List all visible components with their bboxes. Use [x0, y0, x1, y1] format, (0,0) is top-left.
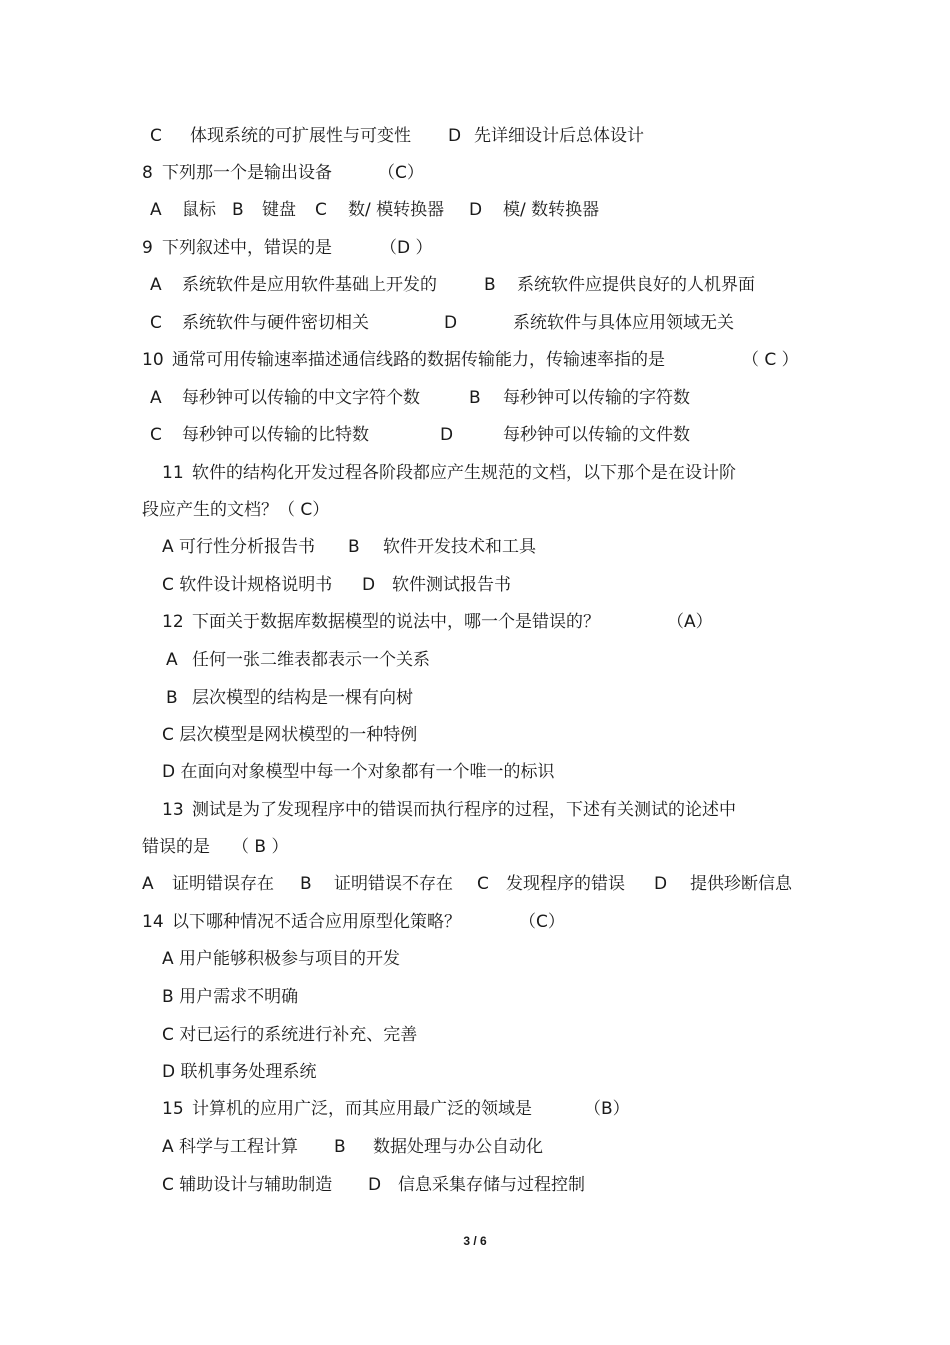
- page-number: 3 / 6: [463, 1234, 487, 1248]
- text-segment: C 层次模型是网状模型的一种特例: [162, 725, 418, 745]
- text-segment: C: [315, 200, 327, 220]
- text-segment: 下列那一个是输出设备: [162, 163, 332, 183]
- text-segment: C: [477, 874, 489, 894]
- text-segment: 发现程序的错误: [506, 874, 625, 894]
- text-segment: 系统软件与具体应用领域无关: [513, 313, 734, 333]
- text-segment: C 软件设计规格说明书: [162, 575, 333, 595]
- text-segment: D 在面向对象模型中每一个对象都有一个唯一的标识: [162, 762, 555, 782]
- text-segment: 键盘: [262, 200, 296, 220]
- text-segment: 13: [162, 800, 184, 820]
- text-segment: 错误的是: [142, 837, 210, 857]
- text-segment: A: [150, 275, 162, 295]
- text-segment: 鼠标: [182, 200, 216, 220]
- text-segment: A 可行性分析报告书: [162, 537, 316, 557]
- text-segment: D: [654, 874, 668, 894]
- text-segment: D: [448, 126, 462, 146]
- text-segment: B 用户需求不明确: [162, 987, 299, 1007]
- text-segment: 系统软件是应用软件基础上开发的: [182, 275, 437, 295]
- text-segment: 14: [142, 912, 164, 932]
- text-segment: 提供珍断信息: [690, 874, 792, 894]
- text-segment: 计算机的应用广泛，而其应用最广泛的领域是: [192, 1099, 532, 1119]
- text-segment: A: [150, 200, 162, 220]
- text-segment: C: [150, 425, 162, 445]
- text-segment: 体现系统的可扩展性与可变性: [190, 126, 411, 146]
- text-segment: 层次模型的结构是一棵有向树: [192, 688, 413, 708]
- text-segment: （D ）: [380, 238, 433, 258]
- text-segment: 信息采集存储与过程控制: [398, 1175, 585, 1195]
- text-segment: D: [444, 313, 458, 333]
- text-segment: C 对已运行的系统进行补充、完善: [162, 1025, 418, 1045]
- text-segment: B: [300, 874, 312, 894]
- text-segment: A: [150, 388, 162, 408]
- text-segment: （ C ）: [742, 350, 799, 370]
- text-segment: B: [469, 388, 481, 408]
- text-segment: D: [362, 575, 376, 595]
- text-segment: B: [334, 1137, 346, 1157]
- text-segment: 11: [162, 463, 184, 483]
- text-segment: A: [166, 650, 178, 670]
- text-segment: D: [440, 425, 454, 445]
- text-segment: 每秒钟可以传输的比特数: [182, 425, 369, 445]
- text-segment: 每秒钟可以传输的中文字符个数: [182, 388, 420, 408]
- text-segment: 段应产生的文档？（ C）: [142, 500, 330, 520]
- text-segment: 每秒钟可以传输的字符数: [503, 388, 690, 408]
- text-segment: A 用户能够积极参与项目的开发: [162, 949, 401, 969]
- text-segment: A: [142, 874, 154, 894]
- text-segment: 证明错误存在: [172, 874, 274, 894]
- text-segment: B: [232, 200, 244, 220]
- text-segment: （B）: [584, 1099, 630, 1119]
- text-segment: 测试是为了发现程序中的错误而执行程序的过程，下述有关测试的论述中: [192, 800, 736, 820]
- text-segment: 软件开发技术和工具: [383, 537, 536, 557]
- text-segment: 下面关于数据库数据模型的说法中，哪一个是错误的？: [192, 612, 600, 632]
- text-segment: 模/ 数转换器: [503, 200, 600, 220]
- text-segment: 证明错误不存在: [334, 874, 453, 894]
- text-segment: C: [150, 126, 162, 146]
- text-segment: B: [348, 537, 360, 557]
- text-segment: （C）: [519, 912, 565, 932]
- text-segment: 通常可用传输速率描述通信线路的数据传输能力，传输速率指的是: [172, 350, 665, 370]
- text-segment: 系统软件应提供良好的人机界面: [517, 275, 755, 295]
- text-segment: 任何一张二维表都表示一个关系: [192, 650, 430, 670]
- text-segment: 系统软件与硬件密切相关: [182, 313, 369, 333]
- text-segment: 8: [142, 163, 153, 183]
- text-segment: 数/ 模转换器: [348, 200, 445, 220]
- text-segment: B: [484, 275, 496, 295]
- text-segment: 12: [162, 612, 184, 632]
- text-segment: 9: [142, 238, 153, 258]
- text-segment: 以下哪种情况不适合应用原型化策略？: [172, 912, 461, 932]
- text-segment: C 辅助设计与辅助制造: [162, 1175, 333, 1195]
- text-segment: 软件的结构化开发过程各阶段都应产生规范的文档，以下那个是在设计阶: [192, 463, 736, 483]
- text-segment: 15: [162, 1099, 184, 1119]
- text-segment: 先详细设计后总体设计: [474, 126, 644, 146]
- text-segment: 下列叙述中，错误的是: [162, 238, 332, 258]
- text-segment: （A）: [667, 612, 713, 632]
- text-segment: （ B ）: [232, 837, 289, 857]
- text-segment: C: [150, 313, 162, 333]
- text-segment: 数据处理与办公自动化: [373, 1137, 543, 1157]
- text-segment: 10: [142, 350, 164, 370]
- text-segment: 软件测试报告书: [392, 575, 511, 595]
- text-segment: A 科学与工程计算: [162, 1137, 299, 1157]
- text-segment: B: [166, 688, 178, 708]
- text-segment: D: [368, 1175, 382, 1195]
- text-segment: D: [469, 200, 483, 220]
- text-segment: 每秒钟可以传输的文件数: [503, 425, 690, 445]
- text-segment: D 联机事务处理系统: [162, 1062, 317, 1082]
- text-segment: （C）: [378, 163, 424, 183]
